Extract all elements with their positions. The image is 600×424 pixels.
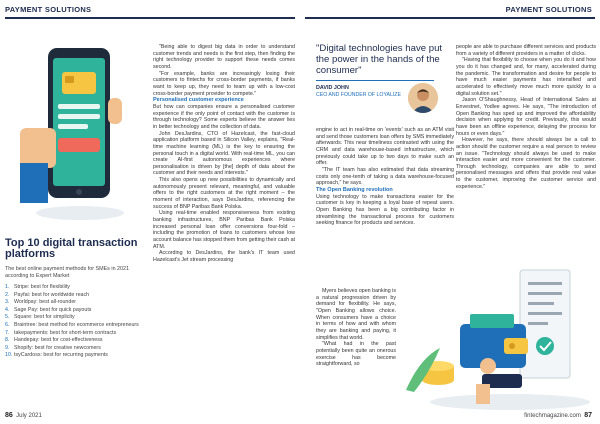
article-column-2 [153, 44, 295, 264]
body-paragraph: However, he says, there should always be a call to action should the customer require a real person to review an issue. "Technology should always be used to make interaction easier and more convenient for the customer. Through technology, companies are able to send personalised messages and offers that provide real value to the customer, improving the customer service and experience." [456, 137, 596, 190]
list-text: Square: best for simplicity [14, 314, 75, 321]
list-item [5, 345, 145, 353]
body-paragraph: "Being able to digest big data in order to understand customer trends and needs is the first step, then finding the right technology provider to support these needs comes second. [153, 44, 295, 70]
body-paragraph: Using real-time enabled responsiveness from existing banking infrastructures, BNP Paribas Bank Polska increased personal loan offer conversions four-fold – including the promotion of loans to customers whose low account balance has stopped them from getting their cash at ATM. [153, 210, 295, 250]
body-paragraph: Using technology to make transactions easier for the customer is key in keeping a loyal base of repeat users. Open Banking has been a big contributing factor in streamlining the transactional process for customers seeking finance for products and services. [316, 193, 454, 227]
list-number: 2. [5, 291, 10, 298]
list-number: 3. [5, 299, 10, 306]
body-paragraph: "For example, banks are increasingly losing their customers to fintechs for cross-border payments, if banks want to keep up, they need to team up with a low-cost cross-border payment provider to compete." [153, 70, 295, 97]
list-number: 7. [5, 329, 10, 336]
list-number: 5. [5, 314, 10, 321]
body-paragraph: This also opens up new possibilities to dynamically and autonomously present relevant, meaningful, and valuable offers to the right customers at the right moment – the moment of interaction, says DesJardins, referencing the success of BNP Paribas Bank Polska. [153, 177, 295, 210]
list-text: Worldpay: best all-rounder [14, 299, 77, 306]
list-number: 10. [5, 352, 13, 359]
page-number-left: 86 [5, 412, 13, 419]
list-item [5, 307, 145, 315]
footer-site: fintechmagazine.com [524, 413, 581, 419]
list-text: Sage Pay: best for quick payouts [14, 306, 92, 313]
page-number-right: 87 [584, 412, 592, 419]
author-avatar [408, 83, 438, 113]
sidebar-title: Top 10 digital transaction platforms [5, 237, 138, 260]
list-number: 1. [5, 284, 10, 290]
list-text: takepayments: best for short-term contracts [14, 329, 117, 336]
sidebar-intro: The best online payment methods for SMEs in 2021 according to Expert Market [5, 266, 130, 279]
body-paragraph: But how can companies ensure a personalised customer experience if the only point of contact with the customer is through technology? Some experts believe the answer lies in better technology and the collection of data. [153, 103, 295, 130]
quote-author-name: DAVID JOHN [316, 85, 349, 92]
phone-payment-illustration [20, 28, 140, 228]
article-column-3a [316, 127, 454, 227]
list-number: 8. [5, 337, 10, 344]
body-paragraph: engine to act in real-time on 'events' such as an ATM visit and send those customers loan offers by SMS immediately afterwards. This near timeliness contrasted with using the CRM and data warehouse-based infrastructure, which previously could take up to two days to make such an offer. [316, 127, 454, 167]
body-paragraph: "Having that flexibility to choose when you do it and how you do it has changed and, for many, accelerated during the pandemic. The transformation and desire for people to have much easier payments has intensified and accelerated to effectively move much more quickly to a digital solution set." [456, 57, 596, 97]
section-header-left: PAYMENT SOLUTIONS [5, 5, 92, 14]
list-number: 4. [5, 306, 10, 313]
list-item [5, 292, 145, 300]
list-item [5, 314, 145, 322]
body-paragraph: John DesJardins, CTO of Hazelcast, the fast-cloud application platform based in Silicon Valley, explains, "Real-time machine learning (ML) is the key to ensuring the personal touch in a digital world. With real-time ML, you can create AI-first autonomous experiences where personalisation is driven by [the] depth of data about the customer and their needs and interests." [153, 130, 295, 177]
pull-quote-rule [316, 80, 434, 81]
footer-right [524, 412, 592, 419]
quote-author-role: CEO AND FOUNDER OF LOYALIZE [316, 91, 401, 98]
list-item [5, 299, 145, 307]
list-text: Payfai: best for worldwide reach [14, 291, 90, 298]
article-column-4 [456, 44, 596, 190]
article-column-3b [316, 288, 396, 368]
list-item [5, 284, 145, 292]
list-text: tsyCardoss: best for recurring payments [14, 352, 108, 359]
list-number: 9. [5, 344, 10, 351]
list-item [5, 352, 145, 360]
header-rule-right [305, 17, 595, 19]
platforms-sidebar [5, 238, 145, 360]
body-paragraph: Jason O'Shaughnessy, Head of International Sales at Envestnet, Yodlee agrees. He says, "The introduction of Open Banking has sped up and improved the affordability decision when applying for credit. Previously, this would have been an offline experience, delaying the process for hours or even days." [456, 97, 596, 137]
body-paragraph: Myers believes open banking is a natural progression driven by demand for flexibility. He says, "Open Banking allows choice. When consumers have a choice in terms of how and with whom they are banking and paying, it simplifies that world. [316, 288, 396, 341]
list-item [5, 330, 145, 338]
footer-left [5, 412, 42, 419]
header-rule-left [5, 17, 295, 19]
list-text: Braintree: best method for ecommerce entrepreneurs [14, 321, 139, 328]
receipt-wallet-illustration [400, 262, 596, 412]
list-text: Handepay: best for cost-effectiveness [14, 337, 103, 344]
body-paragraph: According to DesJardins, the bank's IT team used Hazelcast's Jet stream processing [153, 250, 295, 263]
section-header-right: PAYMENT SOLUTIONS [505, 5, 592, 14]
subheading: Personalised customer experience [153, 97, 244, 104]
body-paragraph: people are able to purchase different services and products from a variety of different providers in a matter of clicks. [456, 44, 596, 57]
list-item [5, 337, 145, 345]
list-text: Stripe: best for flexibility [14, 284, 70, 290]
list-text: Shopify: best for creative newcomers [14, 344, 101, 351]
footer-date: July 2021 [16, 413, 42, 419]
body-paragraph: "What had in the past potentially been quite an onerous exercise has become straightforward, so [316, 341, 396, 368]
list-number: 6. [5, 321, 10, 328]
list-item [5, 322, 145, 330]
pull-quote: "Digital technologies have put the power in the hands of the consumer" [316, 43, 443, 76]
platform-list [5, 284, 145, 360]
subheading: The Open Banking revolution [316, 186, 393, 193]
body-paragraph: "The IT team has also estimated that data streaming costs only one-tenth of taking a data warehouse-focused approach," he says. [316, 166, 454, 187]
